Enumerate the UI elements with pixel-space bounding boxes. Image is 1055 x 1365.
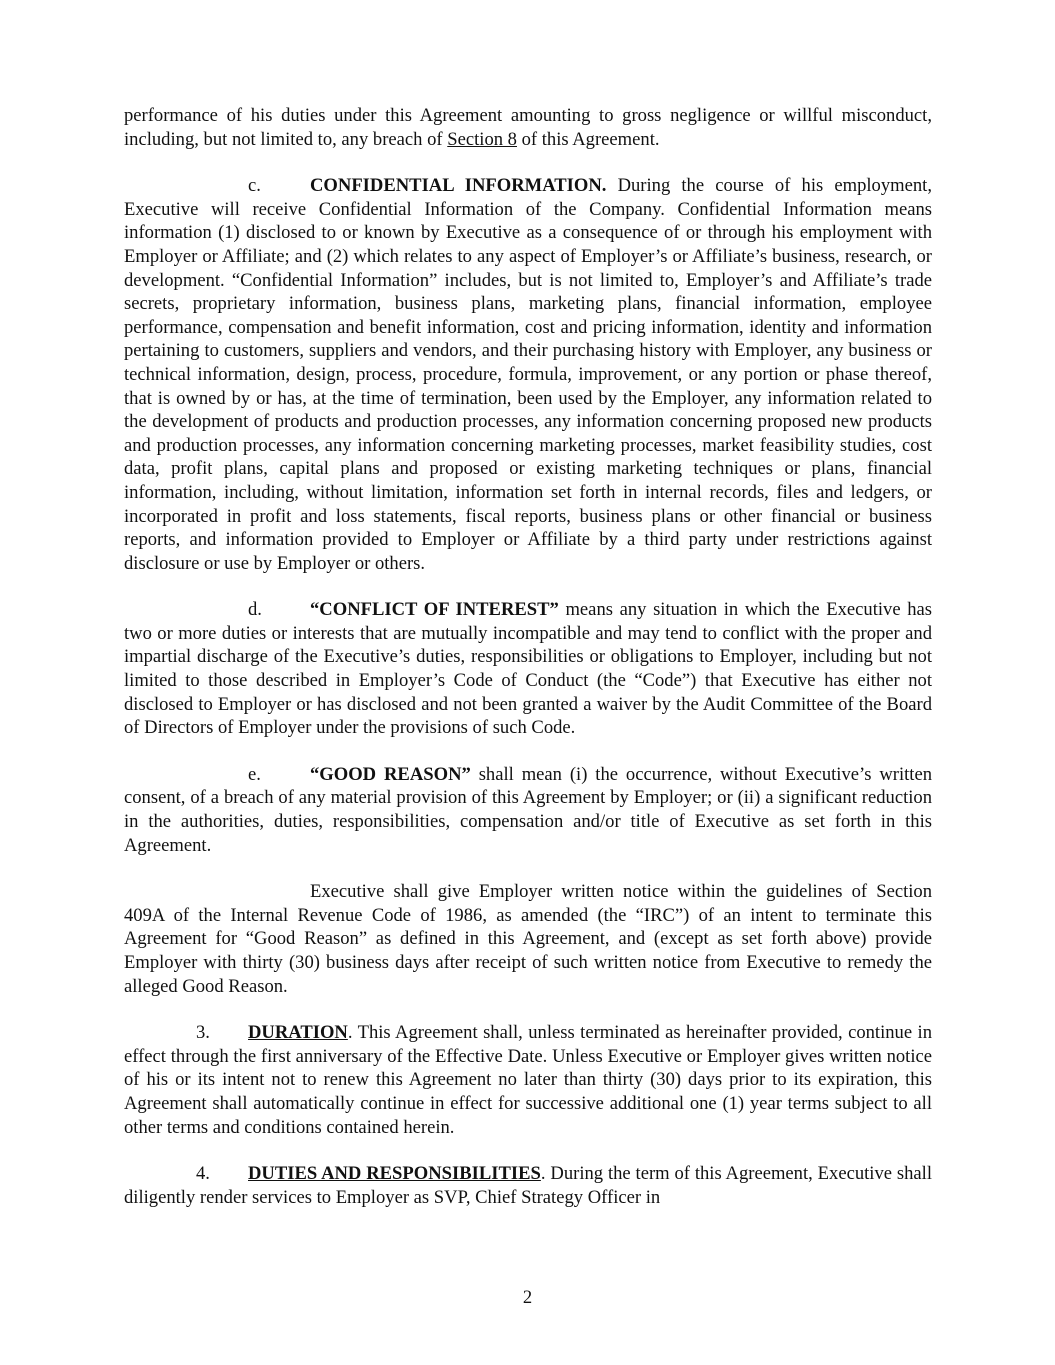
term-heading: CONFIDENTIAL INFORMATION.: [310, 175, 607, 197]
paragraph-text: Executive shall give Employer written notice within the guidelines of Section 409A of the Internal Revenue Code of 1986, as amended (the “IRC”) of an intent to terminate this Agreement for “Good Reason” as defined in this Agreement, and (except as set forth above) provide Employer with thirty (30) business days after receipt of such written notice from Executive to remedy the alleged Good Reason.: [124, 881, 932, 997]
paragraph-continued: [124, 104, 932, 151]
paragraph-text: shall mean (i) the occurrence, without Executive’s written consent, of a breach of any material provision of this Agreement by Employer; or (ii) a significant reduction in the authorities, duties, responsibilities, compensation and/or title of Executive as set forth in this Agreement.: [124, 763, 932, 856]
paragraph-text: performance of his duties under this Agreement amounting to gross negligence or willful misconduct, including, but not limited to, any breach of: [124, 105, 932, 150]
section-number: 4.: [196, 1163, 210, 1185]
section-reference: Section 8: [447, 128, 517, 150]
subsection-label: e.: [248, 763, 261, 785]
section-duration: [124, 1021, 932, 1139]
paragraph-conflict-of-interest: [124, 598, 932, 740]
paragraph-confidential-information: [124, 174, 932, 575]
term-heading: “CONFLICT OF INTEREST”: [310, 599, 559, 621]
section-heading: DUTIES AND RESPONSIBILITIES: [248, 1163, 541, 1185]
paragraph-text: of this Agreement.: [516, 128, 660, 150]
section-duties: [124, 1162, 932, 1209]
paragraph-good-reason: [124, 763, 932, 857]
paragraph-text: . This Agreement shall, unless terminated as hereinafter provided, continue in effect through the first anniversary of the Effective Date. Unless Executive or Employer gives written notice of his or its intent not to renew this Agreement no later than thirty (30) days prior to its expiration, this Agreement shall automatically continue in effect for successive additional one (1) year terms subject to all other terms and conditions contained herein.: [124, 1022, 932, 1138]
paragraph-good-reason-notice: [124, 880, 932, 998]
paragraph-text: During the course of his employment, Executive will receive Confidential Information of the Company. Confidential Information means information (1) disclosed to or known by Executive as a consequence of or through his employment with Employer or Affiliate; and (2) which relates to any aspect of Employer’s or Affiliate’s business, research, or development. “Confidential Information” includes, but is not limited to, Employer’s and Affiliate’s trade secrets, proprietary information, business plans, marketing plans, financial information, employee performance, compensation and benefit information, cost and pricing information, identity and information pertaining to customers, suppliers and vendors, and their purchasing history with Employer, any business or technical information, design, process, procedure, formula, improvement, or any portion or phase thereof, that is owned by or has, at the time of termination, been used by the Employer, any information related to the development of products and production processes, any information concerning proposed new products and production processes, any information concerning marketing processes, market feasibility studies, cost data, profit plans, capital plans and proposed or existing marketing techniques or plans, financial information, including, without limitation, information set forth in internal records, files and ledgers, or incorporated in profit and loss statements, fiscal reports, business plans or other financial or business reports, and information provided to Employer or Affiliate by a third party under restrictions against disclosure or use by Employer or others.: [124, 175, 932, 574]
term-heading: “GOOD REASON”: [310, 763, 471, 785]
subsection-label: d.: [248, 599, 262, 621]
document-body: [124, 104, 932, 1232]
subsection-label: c.: [248, 175, 261, 197]
section-number: 3.: [196, 1022, 210, 1044]
page-number: 2: [522, 1287, 533, 1308]
paragraph-text: . During the term of this Agreement, Executive shall diligently render services to Employer as SVP, Chief Strategy Officer in: [124, 1163, 932, 1208]
section-heading: DURATION: [248, 1022, 348, 1044]
paragraph-text: means any situation in which the Executive has two or more duties or interests that are mutually incompatible and may tend to conflict with the proper and impartial discharge of the Executive’s duties, responsibilities or obligations to Employer, including but not limited to those described in Employer’s Code of Conduct (the “Code”) that Executive has either not disclosed to Employer or has disclosed and not been granted a waiver by the Audit Committee of the Board of Directors of Employer under the provisions of such Code.: [124, 599, 933, 739]
